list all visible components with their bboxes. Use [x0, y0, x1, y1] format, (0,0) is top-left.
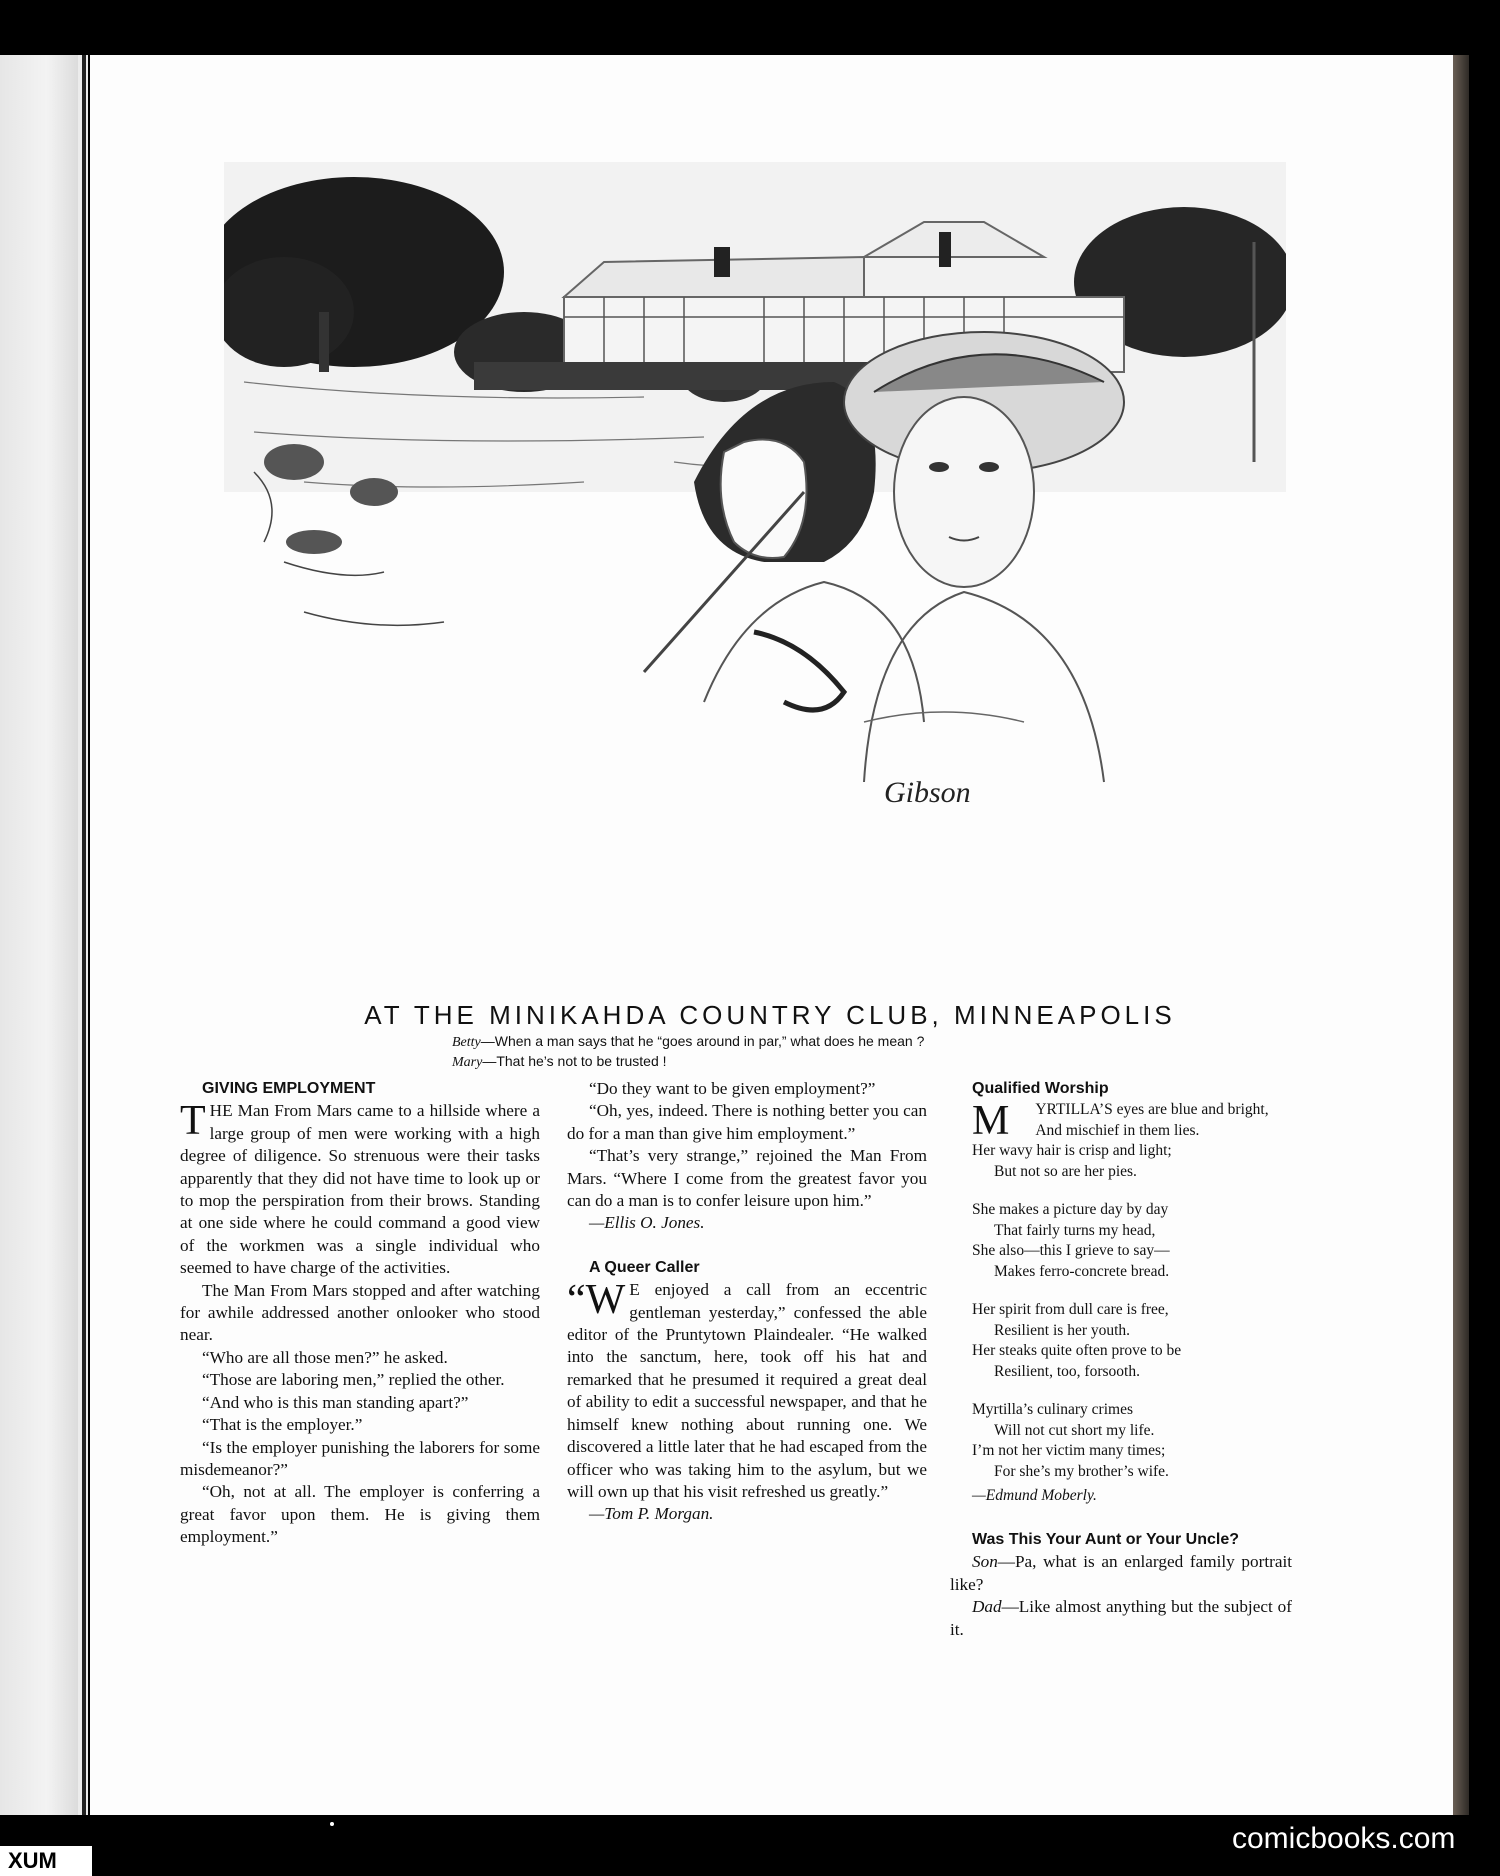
heading-giving-employment: GIVING EMPLOYMENT	[202, 1080, 376, 1097]
article-paragraph: THE Man From Mars came to a hillside where a large group of men were working with a high degree of diligence. So strenuous were their tasks apparently that they did not have time to look up or to mop the perspiration from their brows. Standing at one side where he could command a good view of the workmen was a single individual who seemed to have charge of the activities.	[180, 1098, 540, 1278]
byline-tom-morgan: —Tom P. Morgan.	[589, 1504, 714, 1524]
source-tag: XUM	[0, 1846, 92, 1876]
article-paragraph: “Who are all those men?” he asked.	[202, 1347, 448, 1367]
article-paragraph: “Oh, yes, indeed. There is nothing better you can do for a man than give him employment.”	[567, 1101, 927, 1143]
article-paragraph: Dad—Like almost anything but the subject of it.	[950, 1597, 1292, 1639]
article-paragraph: Son—Pa, what is an enlarged family portrait like?	[950, 1552, 1292, 1594]
poem-stanza: Myrtilla’s culinary crimes Will not cut short my life. I’m not her victim many times; For she’s my brother’s wife.	[972, 1401, 1169, 1480]
column-right	[950, 1078, 1292, 1641]
heading-aunt-uncle: Was This Your Aunt or Your Uncle?	[972, 1530, 1239, 1548]
article-paragraph: “Oh, not at all. The employer is conferring a great favor upon them. He is giving them employment.”	[180, 1482, 540, 1547]
book-spine-edge	[1453, 55, 1469, 1815]
article-paragraph: “Do they want to be given employment?”	[589, 1079, 876, 1098]
previous-page-edge	[0, 55, 88, 1815]
article-paragraph: “W E enjoyed a call from an eccentric gentleman yesterday,” confessed the able editor of the Pruntytown Plaindealer. “He walked into the sanctum, here, took off his hat and remarked that he presumed it required a great deal of ability to edit a successful newspaper, and that he himself knew nothing about running one. We discovered a little later that he had escaped from the officer who was taking him to the asylum, but we will own up that his visit refreshed us greatly.”	[567, 1277, 927, 1501]
article-paragraph: “That’s very strange,” rejoined the Man From Mars. “Where I come from the greatest favor you can do a man is to confer leisure upon him.”	[567, 1146, 927, 1211]
poem-qualified-worship	[950, 1100, 1292, 1507]
byline-edmund-moberly: —Edmund Moberly.	[972, 1487, 1097, 1505]
caption-dialogue	[452, 1032, 1152, 1072]
article-paragraph: “Those are laboring men,” replied the other.	[202, 1370, 505, 1390]
article-paragraph: “That is the employer.”	[202, 1415, 363, 1435]
poem-stanza: Her spirit from dull care is free, Resilient is her youth. Her steaks quite often prove to be Resilient, too, forsooth.	[972, 1301, 1182, 1380]
dialogue-line-betty: Betty—When a man says that he “goes around in par,” what does he mean ?	[452, 1033, 925, 1050]
page-title: AT THE MINIKAHDA COUNTRY CLUB, MINNEAPOLIS	[364, 1000, 1176, 1030]
artist-signature: Gibson	[884, 776, 971, 809]
heading-queer-caller: A Queer Caller	[589, 1258, 700, 1276]
article-paragraph: The Man From Mars stopped and after watching for awhile addressed another onlooker who stood near.	[180, 1280, 540, 1345]
article-paragraph: “Is the employer punishing the laborers for some misdemeanor?”	[180, 1437, 540, 1479]
poem-stanza: M YRTILLA’S eyes are blue and bright, And mischief in them lies. Her wavy hair is crisp and light; But not so are her pies.	[972, 1098, 1269, 1180]
byline-ellis-jones: —Ellis O. Jones.	[589, 1213, 705, 1233]
column-left	[180, 1078, 540, 1549]
scan-dust-dot	[330, 1822, 334, 1826]
poem-stanza: She makes a picture day by day That fairly turns my head, She also—this I grieve to say— Makes ferro-concrete bread.	[972, 1201, 1170, 1280]
article-paragraph: “And who is this man standing apart?”	[202, 1392, 469, 1412]
heading-qualified-worship: Qualified Worship	[972, 1080, 1109, 1097]
site-watermark: comicbooks.com	[1232, 1822, 1456, 1855]
dialogue-line-mary: Mary—That he’s not to be trusted !	[452, 1053, 667, 1070]
column-middle	[567, 1078, 927, 1526]
country-club-illustration	[224, 162, 1286, 982]
